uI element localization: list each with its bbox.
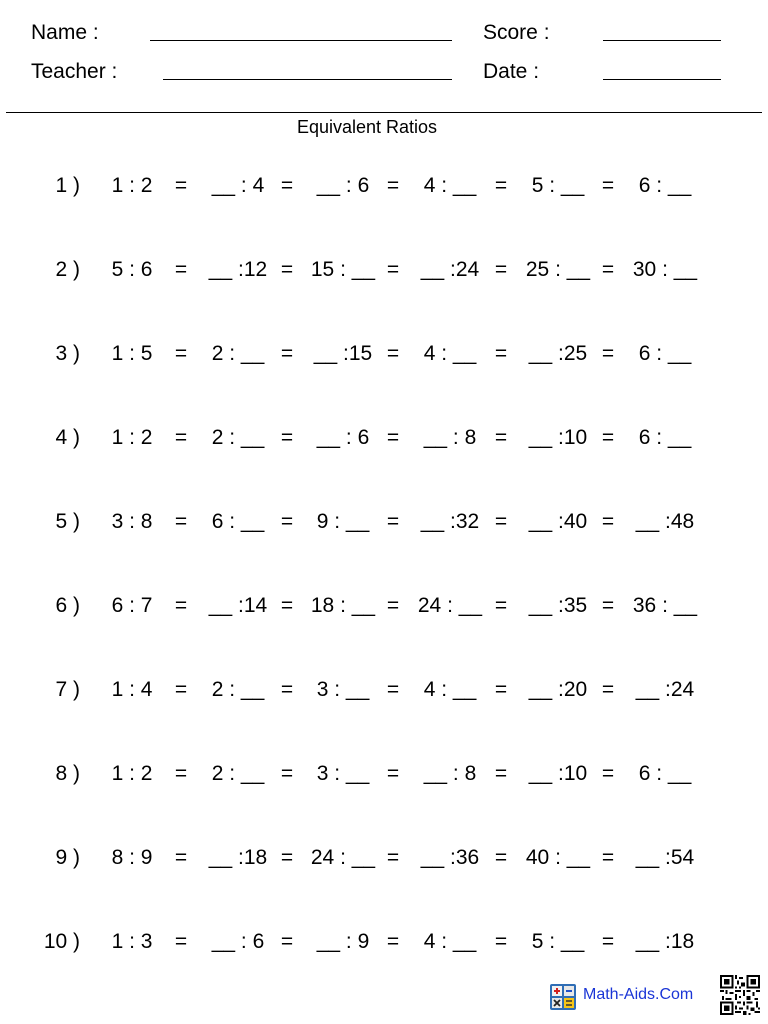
given-ratio: 1 : 2 (111, 174, 153, 197)
ratio-blank[interactable]: 3 : __ (316, 678, 370, 701)
problem-number: 8 ) (55, 762, 80, 785)
ratio-blank[interactable]: 5 : __ (531, 930, 585, 953)
ratio-blank[interactable]: __ :12 (208, 258, 268, 281)
given-ratio: 1 : 2 (111, 426, 153, 449)
given-ratio: 1 : 2 (111, 762, 153, 785)
ratio-blank[interactable]: __ :20 (528, 678, 588, 701)
given-ratio: 5 : 6 (111, 258, 153, 281)
equals-sign: = (494, 426, 508, 449)
ratio-blank[interactable]: 40 : __ (525, 846, 591, 869)
ratio-blank[interactable]: 2 : __ (211, 678, 265, 701)
brand-link[interactable]: Math-Aids.Com (583, 986, 694, 1003)
equals-sign: = (386, 762, 400, 785)
ratio-blank[interactable]: __ :25 (528, 342, 588, 365)
ratio-blank[interactable]: 4 : __ (423, 174, 477, 197)
ratio-blank[interactable]: __ :48 (635, 510, 695, 533)
teacher-field[interactable] (163, 79, 452, 80)
problem-row (0, 172, 768, 200)
equals-sign: = (494, 174, 508, 197)
ratio-blank[interactable]: __ :18 (208, 846, 268, 869)
equals-sign: = (280, 846, 294, 869)
qr-code-icon (720, 974, 760, 1016)
ratio-blank[interactable]: 6 : __ (638, 342, 692, 365)
problem-row (0, 676, 768, 704)
ratio-blank[interactable]: 36 : __ (632, 594, 698, 617)
equals-sign: = (174, 342, 188, 365)
name-label: Name : (31, 21, 99, 44)
given-ratio: 1 : 4 (111, 678, 153, 701)
ratio-blank[interactable]: 2 : __ (211, 762, 265, 785)
problem-row (0, 340, 768, 368)
problem-number: 9 ) (55, 846, 80, 869)
problem-number: 3 ) (55, 342, 80, 365)
problem-number: 4 ) (55, 426, 80, 449)
equals-sign: = (601, 258, 615, 281)
date-field[interactable] (603, 79, 721, 80)
ratio-blank[interactable]: __ :54 (635, 846, 695, 869)
equals-sign: = (386, 342, 400, 365)
equals-sign: = (174, 510, 188, 533)
ratio-blank[interactable]: __ :32 (420, 510, 480, 533)
ratio-blank[interactable]: __ :24 (635, 678, 695, 701)
equals-sign: = (386, 174, 400, 197)
equals-sign: = (174, 846, 188, 869)
ratio-blank[interactable]: 6 : __ (211, 510, 265, 533)
equals-sign: = (601, 510, 615, 533)
equals-sign: = (280, 174, 294, 197)
equals-sign: = (601, 678, 615, 701)
worksheet-title: Equivalent Ratios (296, 117, 438, 137)
ratio-blank[interactable]: 3 : __ (316, 762, 370, 785)
equals-sign: = (280, 258, 294, 281)
problem-number: 1 ) (55, 174, 80, 197)
equals-sign: = (601, 426, 615, 449)
equals-sign: = (280, 510, 294, 533)
ratio-blank[interactable]: 2 : __ (211, 342, 265, 365)
ratio-blank[interactable]: __ :35 (528, 594, 588, 617)
equals-sign: = (494, 762, 508, 785)
ratio-blank[interactable]: __ : 6 (316, 426, 370, 449)
header-divider (6, 112, 762, 113)
equals-sign: = (386, 846, 400, 869)
ratio-blank[interactable]: __ :10 (528, 762, 588, 785)
problem-row (0, 760, 768, 788)
equals-sign: = (494, 846, 508, 869)
ratio-blank[interactable]: __ : 9 (316, 930, 370, 953)
problem-row (0, 508, 768, 536)
problem-row (0, 256, 768, 284)
ratio-blank[interactable]: 4 : __ (423, 342, 477, 365)
equals-sign: = (174, 762, 188, 785)
ratio-blank[interactable]: __ :10 (528, 426, 588, 449)
equals-sign: = (174, 930, 188, 953)
problem-number: 2 ) (55, 258, 80, 281)
equals-sign: = (174, 258, 188, 281)
equals-sign: = (601, 930, 615, 953)
equals-sign: = (386, 594, 400, 617)
equals-sign: = (174, 174, 188, 197)
ratio-blank[interactable]: __ : 6 (316, 174, 370, 197)
ratio-blank[interactable]: __ : 4 (211, 174, 265, 197)
equals-sign: = (280, 426, 294, 449)
ratio-blank[interactable]: 5 : __ (531, 174, 585, 197)
equals-sign: = (494, 594, 508, 617)
equals-sign: = (386, 426, 400, 449)
problem-row (0, 844, 768, 872)
problem-row (0, 592, 768, 620)
ratio-blank[interactable]: __ : 6 (211, 930, 265, 953)
ratio-blank[interactable]: __ :40 (528, 510, 588, 533)
equals-sign: = (386, 258, 400, 281)
given-ratio: 1 : 3 (111, 930, 153, 953)
ratio-blank[interactable]: __ : 8 (423, 426, 477, 449)
equals-sign: = (174, 678, 188, 701)
equals-sign: = (280, 678, 294, 701)
equals-sign: = (174, 426, 188, 449)
ratio-blank[interactable]: 24 : __ (310, 846, 376, 869)
equals-sign: = (386, 510, 400, 533)
given-ratio: 1 : 5 (111, 342, 153, 365)
score-label: Score : (483, 21, 550, 44)
ratio-blank[interactable]: 30 : __ (632, 258, 698, 281)
ratio-blank[interactable]: 9 : __ (316, 510, 370, 533)
ratio-blank[interactable]: 2 : __ (211, 426, 265, 449)
ratio-blank[interactable]: __ :24 (420, 258, 480, 281)
ratio-blank[interactable]: 24 : __ (417, 594, 483, 617)
ratio-blank[interactable]: 6 : __ (638, 174, 692, 197)
equals-sign: = (280, 342, 294, 365)
given-ratio: 3 : 8 (111, 510, 153, 533)
problem-number: 7 ) (55, 678, 80, 701)
ratio-blank[interactable]: 25 : __ (525, 258, 591, 281)
score-field[interactable] (603, 40, 721, 41)
equals-sign: = (601, 762, 615, 785)
ratio-blank[interactable]: __ :15 (313, 342, 373, 365)
equals-sign: = (601, 342, 615, 365)
equals-sign: = (494, 930, 508, 953)
equals-sign: = (174, 594, 188, 617)
equals-sign: = (386, 678, 400, 701)
problem-number: 10 ) (43, 930, 80, 953)
ratio-blank[interactable]: __ :18 (635, 930, 695, 953)
equals-sign: = (386, 930, 400, 953)
equals-sign: = (494, 258, 508, 281)
ratio-blank[interactable]: __ : 8 (423, 762, 477, 785)
teacher-label: Teacher : (31, 60, 118, 83)
equals-sign: = (494, 342, 508, 365)
equals-sign: = (601, 594, 615, 617)
equals-sign: = (280, 930, 294, 953)
equals-sign: = (280, 594, 294, 617)
equals-sign: = (280, 762, 294, 785)
equals-sign: = (601, 174, 615, 197)
ratio-blank[interactable]: 4 : __ (423, 678, 477, 701)
problem-number: 5 ) (55, 510, 80, 533)
ratio-blank[interactable]: 18 : __ (310, 594, 376, 617)
name-field[interactable] (150, 40, 452, 41)
ratio-blank[interactable]: 4 : __ (423, 930, 477, 953)
problem-number: 6 ) (55, 594, 80, 617)
equals-sign: = (601, 846, 615, 869)
equals-sign: = (494, 510, 508, 533)
given-ratio: 6 : 7 (111, 594, 153, 617)
date-label: Date : (483, 60, 540, 83)
ratio-blank[interactable]: __ :36 (420, 846, 480, 869)
ratio-blank[interactable]: 6 : __ (638, 762, 692, 785)
ratio-blank[interactable]: __ :14 (208, 594, 268, 617)
given-ratio: 8 : 9 (111, 846, 153, 869)
equals-sign: = (494, 678, 508, 701)
ratio-blank[interactable]: 6 : __ (638, 426, 692, 449)
problem-row (0, 424, 768, 452)
problem-row (0, 928, 768, 956)
ratio-blank[interactable]: 15 : __ (310, 258, 376, 281)
calculator-icon (550, 984, 576, 1010)
